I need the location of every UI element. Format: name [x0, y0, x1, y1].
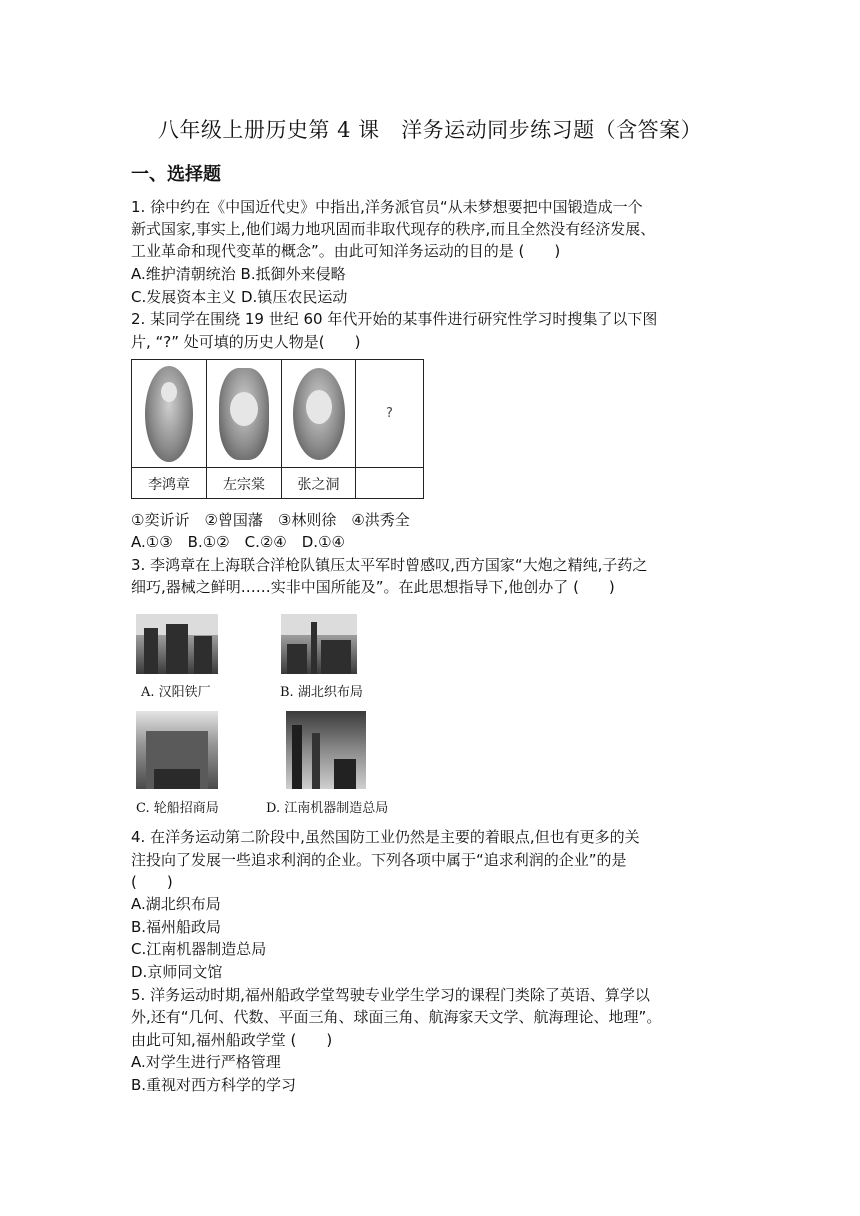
- q1-options-2: C.发展资本主义 D.镇压农民运动: [131, 288, 348, 306]
- portrait-name: 李鸿章: [148, 477, 190, 493]
- portrait-image: [145, 366, 193, 462]
- q2-line-2: 片, “?” 处可填的历史人物是( ): [131, 333, 361, 351]
- photo-china-merchants: [136, 711, 218, 789]
- photo-caption-b: B. 湖北织布局: [280, 685, 363, 700]
- portrait-cell-unknown: [356, 360, 423, 498]
- q5-line-3: 由此可知,福州船政学堂 ( ): [131, 1031, 333, 1049]
- section-heading: 一、选择题: [131, 164, 221, 185]
- q2-options: A.①③ B.①② C.②④ D.①④: [131, 533, 345, 551]
- q1-line-1: 1. 徐中约在《中国近代史》中指出,洋务派官员“从未梦想要把中国锻造成一个: [131, 198, 643, 216]
- q5-option-b: B.重视对西方科学的学习: [131, 1076, 297, 1094]
- portrait-cell-3: [282, 360, 356, 498]
- page-title: 八年级上册历史第 4 课 洋务运动同步练习题（含答案）: [157, 118, 703, 142]
- q4-option-d: D.京师同文馆: [131, 963, 223, 981]
- photo-caption-a: A. 汉阳铁厂: [141, 685, 211, 700]
- q1-line-3: 工业革命和现代变革的概念”。由此可知洋务运动的目的是 ( ): [131, 242, 561, 260]
- photo-caption-d: D. 江南机器制造总局: [266, 801, 389, 816]
- q4-line-1: 4. 在洋务运动第二阶段中,虽然国防工业仍然是主要的着眼点,但也有更多的关: [131, 828, 640, 846]
- q2-choices: ①奕䜣䜣 ②曾国藩 ③林则徐 ④洪秀全: [131, 511, 410, 529]
- portrait-name: 左宗棠: [223, 477, 265, 493]
- q4-line-3: ( ): [131, 873, 173, 891]
- table-divider: [132, 467, 423, 468]
- q2-line-1: 2. 某同学在围绕 19 世纪 60 年代开始的某事件进行研究性学习时搜集了以下图: [131, 310, 658, 328]
- unknown-mark: ?: [386, 406, 393, 421]
- photo-jiangnan-arsenal: [286, 711, 366, 789]
- q4-option-a: A.湖北织布局: [131, 895, 221, 913]
- q4-option-b: B.福州船政局: [131, 918, 222, 936]
- q3-line-1: 3. 李鸿章在上海联合洋枪队镇压太平军时曾感叹,西方国家“大炮之精纯,子药之: [131, 556, 648, 574]
- q5-line-2: 外,还有“几何、代数、平面三角、球面三角、航海家天文学、航海理论、地理”。: [131, 1008, 662, 1026]
- q4-line-2: 注投向了发展一些追求利润的企业。下列各项中属于“追求利润的企业”的是: [131, 851, 627, 869]
- q1-options-1: A.维护清朝统治 B.抵御外来侵略: [131, 265, 346, 283]
- portrait-name: 张之洞: [297, 477, 340, 493]
- portrait-cell-1: [132, 360, 207, 498]
- q1-line-2: 新式国家,事实上,他们竭力地巩固而非取代现存的秩序,而且全然没有经济发展、: [131, 220, 656, 238]
- portrait-cell-2: [207, 360, 282, 498]
- q5-line-1: 5. 洋务运动时期,福州船政学堂驾驶专业学生学习的课程门类除了英语、算学以: [131, 986, 650, 1004]
- photo-hubei-textile: [281, 614, 357, 674]
- photo-hanyang-ironworks: [136, 614, 218, 674]
- q5-option-a: A.对学生进行严格管理: [131, 1053, 281, 1071]
- q3-line-2: 细巧,器械之鲜明……实非中国所能及”。在此思想指导下,他创办了 ( ): [131, 578, 615, 596]
- photo-caption-c: C. 轮船招商局: [136, 801, 219, 816]
- portrait-table: [131, 359, 424, 499]
- q4-option-c: C.江南机器制造总局: [131, 940, 267, 958]
